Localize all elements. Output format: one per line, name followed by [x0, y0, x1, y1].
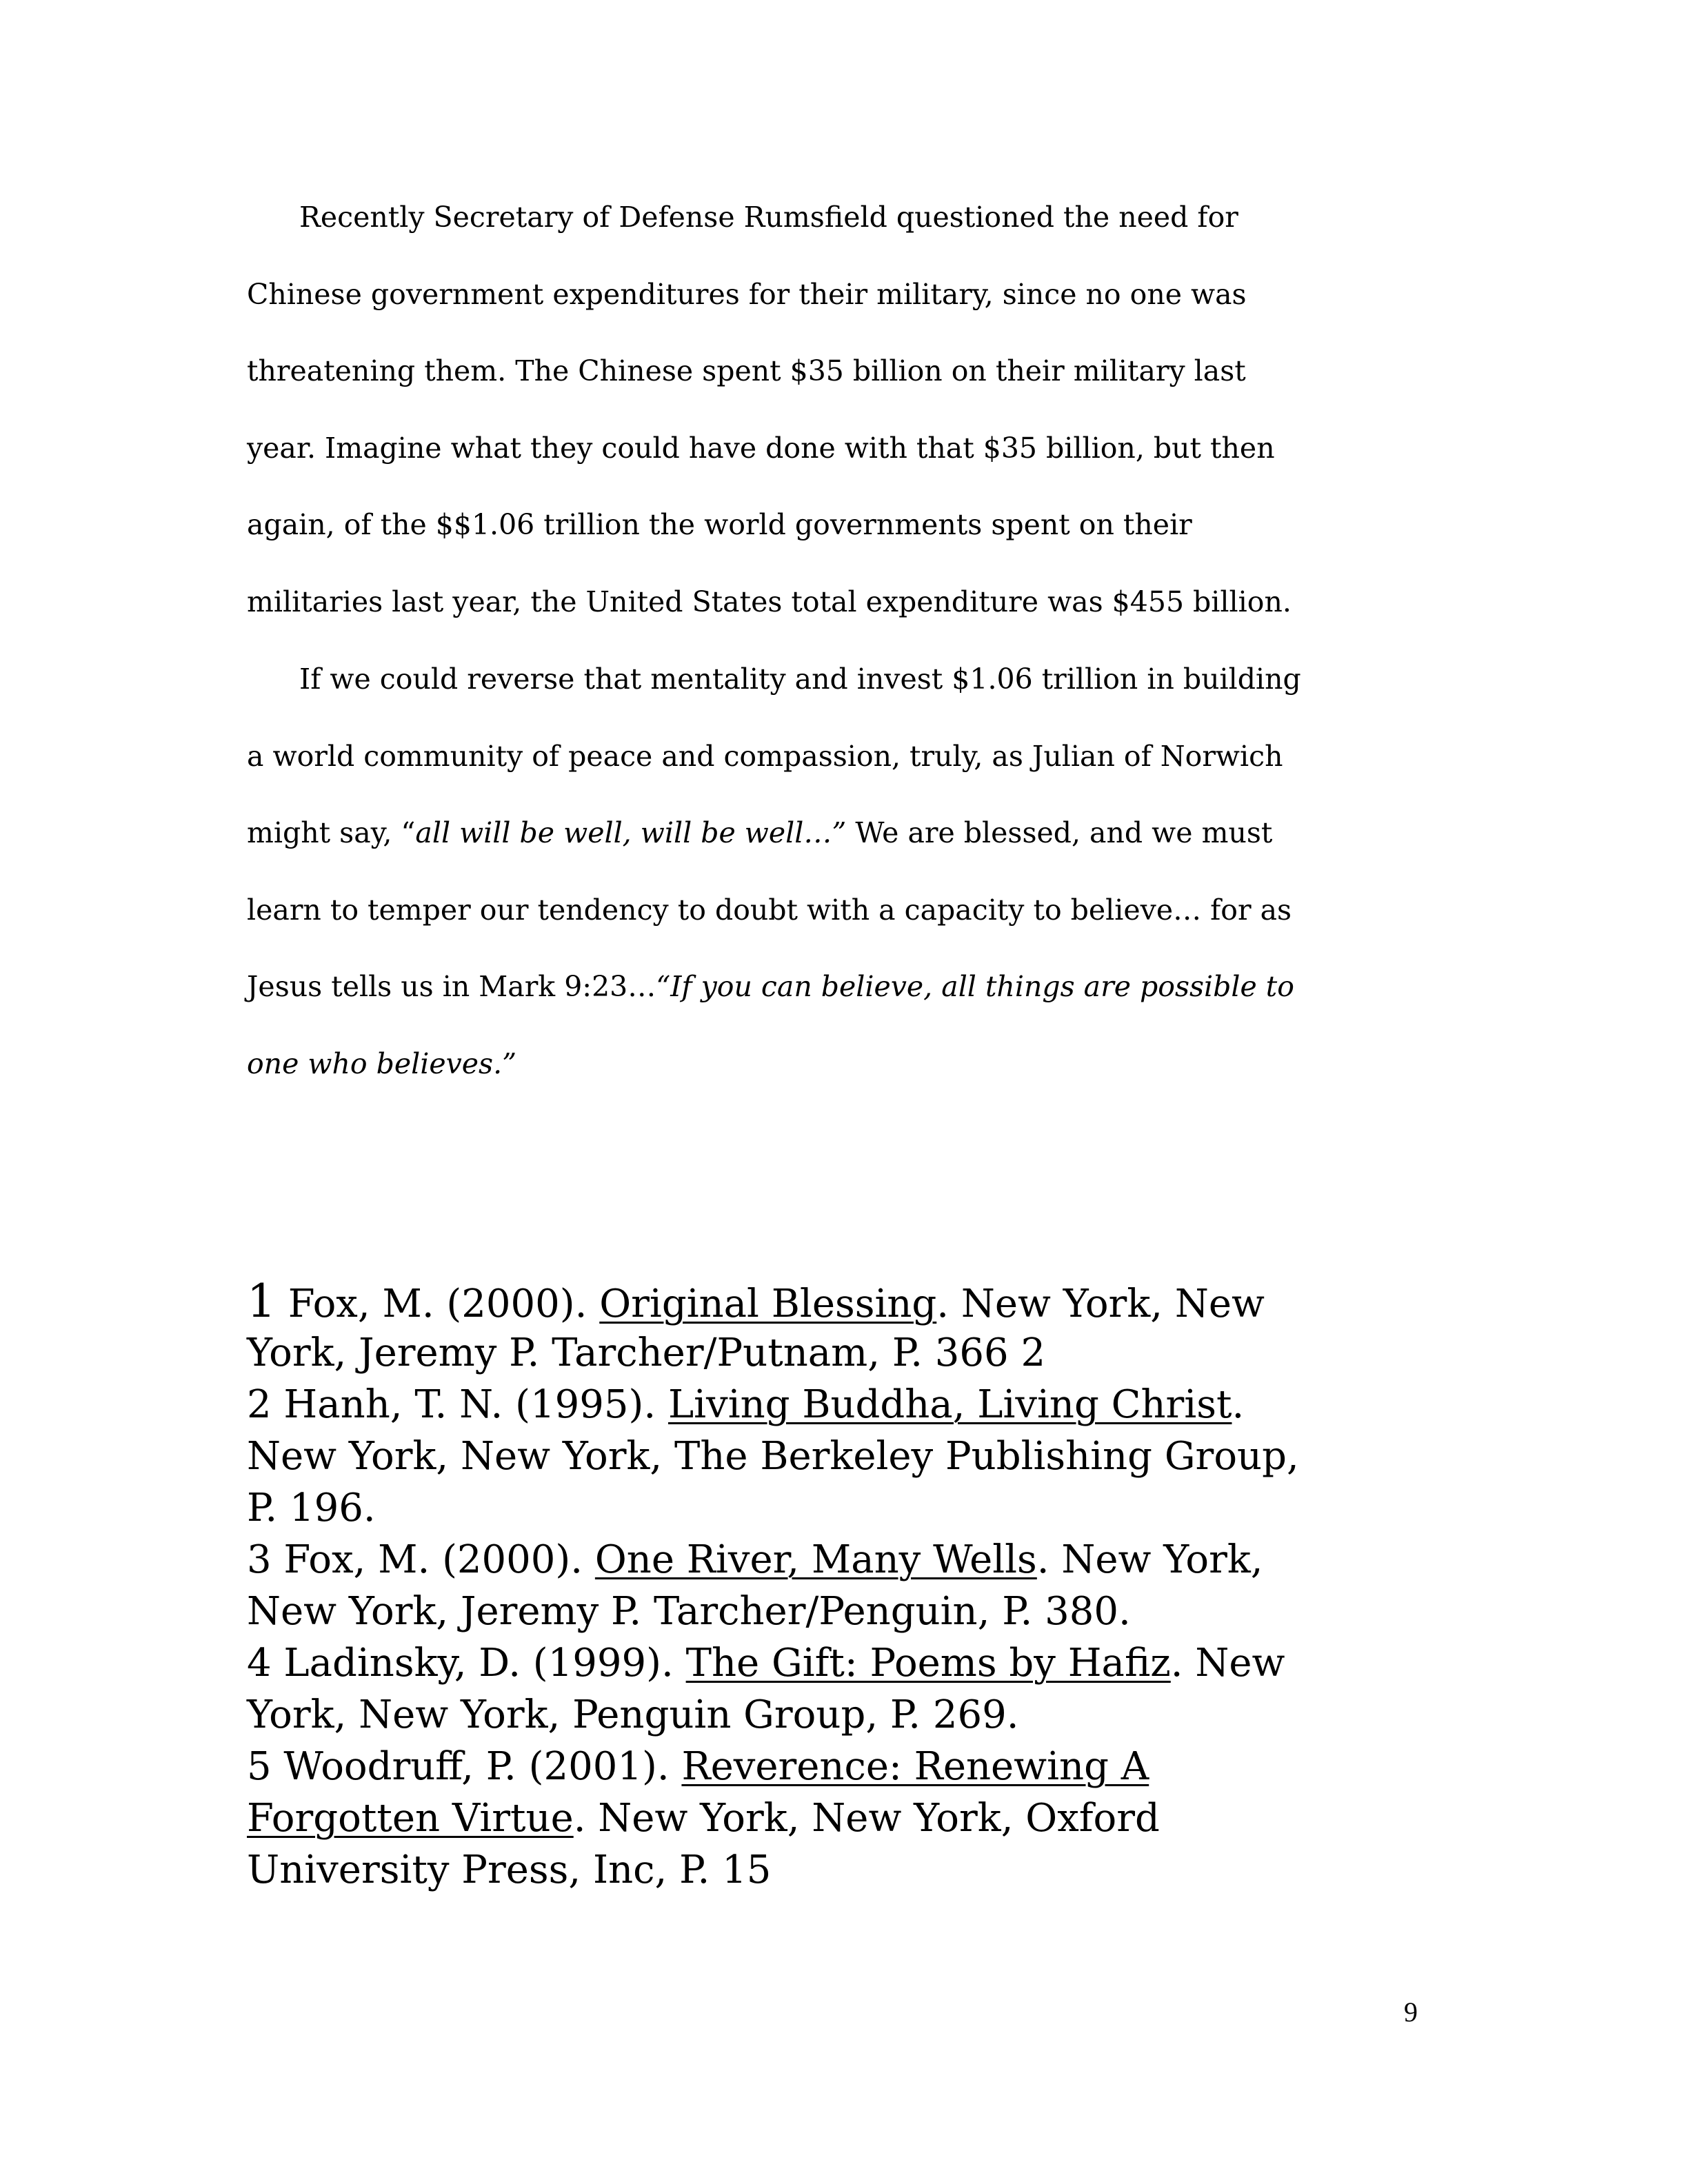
body-text: Jesus tells us in Mark 9:23…	[247, 970, 656, 1004]
mark-quote-end: one who believes.”	[247, 1046, 517, 1080]
footnote-1-cont: York, Jeremy P. Tarcher/Putnam, P. 366 2	[247, 1331, 1046, 1375]
body-line	[247, 1026, 1419, 1103]
footnote-5-cont	[247, 1792, 1454, 1844]
footnote-5	[247, 1741, 1454, 1792]
page-number: 9	[1404, 1996, 1418, 2028]
footnote-text: 2 Hanh, T. N. (1995).	[247, 1382, 668, 1427]
footnote-2-cont: New York, New York, The Berkeley Publishing Group,	[247, 1434, 1299, 1479]
footnote-2	[247, 1379, 1454, 1430]
footnote-text: 5 Woodruff, P. (2001).	[247, 1744, 682, 1789]
footnote-text: .	[1232, 1382, 1245, 1427]
body-text: We are blessed, and we must	[846, 816, 1273, 850]
paragraph-reverse-mentality	[247, 641, 1419, 1103]
book-title: Reverence: Renewing A	[681, 1744, 1149, 1789]
footnote-4	[247, 1637, 1454, 1689]
paragraph-rumsfeld	[247, 179, 1419, 641]
body-line: learn to temper our tendency to doubt with a capacity to believe… for as	[247, 893, 1292, 927]
book-title: Forgotten Virtue	[247, 1796, 574, 1841]
body-line: again, of the $$1.06 trillion the world governments spent on their	[247, 508, 1192, 542]
footnote-text: 3 Fox, M. (2000).	[247, 1537, 595, 1582]
footnote-text: . New	[1170, 1641, 1285, 1686]
footnote-text: . New York, New York, Oxford	[573, 1796, 1160, 1841]
body-line	[247, 949, 1419, 1026]
footnote-number: 1	[247, 1275, 276, 1328]
body-text: might say, “	[247, 816, 416, 850]
body-line: a world community of peace and compassion, truly, as Julian of Norwich	[247, 739, 1283, 773]
body-line: year. Imagine what they could have done with that $35 billion, but then	[247, 431, 1275, 465]
footnote-text: . New York,	[1036, 1537, 1263, 1582]
body-line: threatening them. The Chinese spent $35 billion on their military last	[247, 354, 1246, 388]
footnote-3	[247, 1534, 1454, 1586]
body-line	[247, 795, 1419, 872]
footnote-text: 4 Ladinsky, D. (1999).	[247, 1641, 686, 1686]
book-title: The Gift: Poems by Hafiz	[685, 1641, 1171, 1686]
julian-quote: all will be well, will be well…”	[415, 816, 847, 850]
mark-quote: “If you can believe, all things are possible to	[656, 970, 1294, 1004]
book-title: Living Buddha, Living Christ	[667, 1382, 1232, 1427]
book-title: Original Blessing	[599, 1282, 937, 1326]
book-title: One River, Many Wells	[594, 1537, 1037, 1582]
footnote-5-cont: University Press, Inc, P. 15	[247, 1848, 772, 1892]
footnote-4-cont: York, New York, Penguin Group, P. 269.	[247, 1692, 1019, 1737]
footnote-3-cont: New York, Jeremy P. Tarcher/Penguin, P. 380.	[247, 1589, 1131, 1634]
body-line: Chinese government expenditures for their military, since no one was	[247, 277, 1247, 311]
body-line: If we could reverse that mentality and invest $1.06 trillion in building	[299, 663, 1301, 696]
body-line: Recently Secretary of Defense Rumsfield questioned the need for	[299, 201, 1238, 234]
footnote-text: Fox, M. (2000).	[276, 1282, 600, 1326]
body-line: militaries last year, the United States total expenditure was $455 billion.	[247, 585, 1292, 618]
footnote-1	[247, 1275, 1454, 1327]
footnote-text: . New York, New	[936, 1282, 1265, 1326]
footnote-2-cont: P. 196.	[247, 1486, 376, 1530]
footnotes	[247, 1275, 1454, 1896]
